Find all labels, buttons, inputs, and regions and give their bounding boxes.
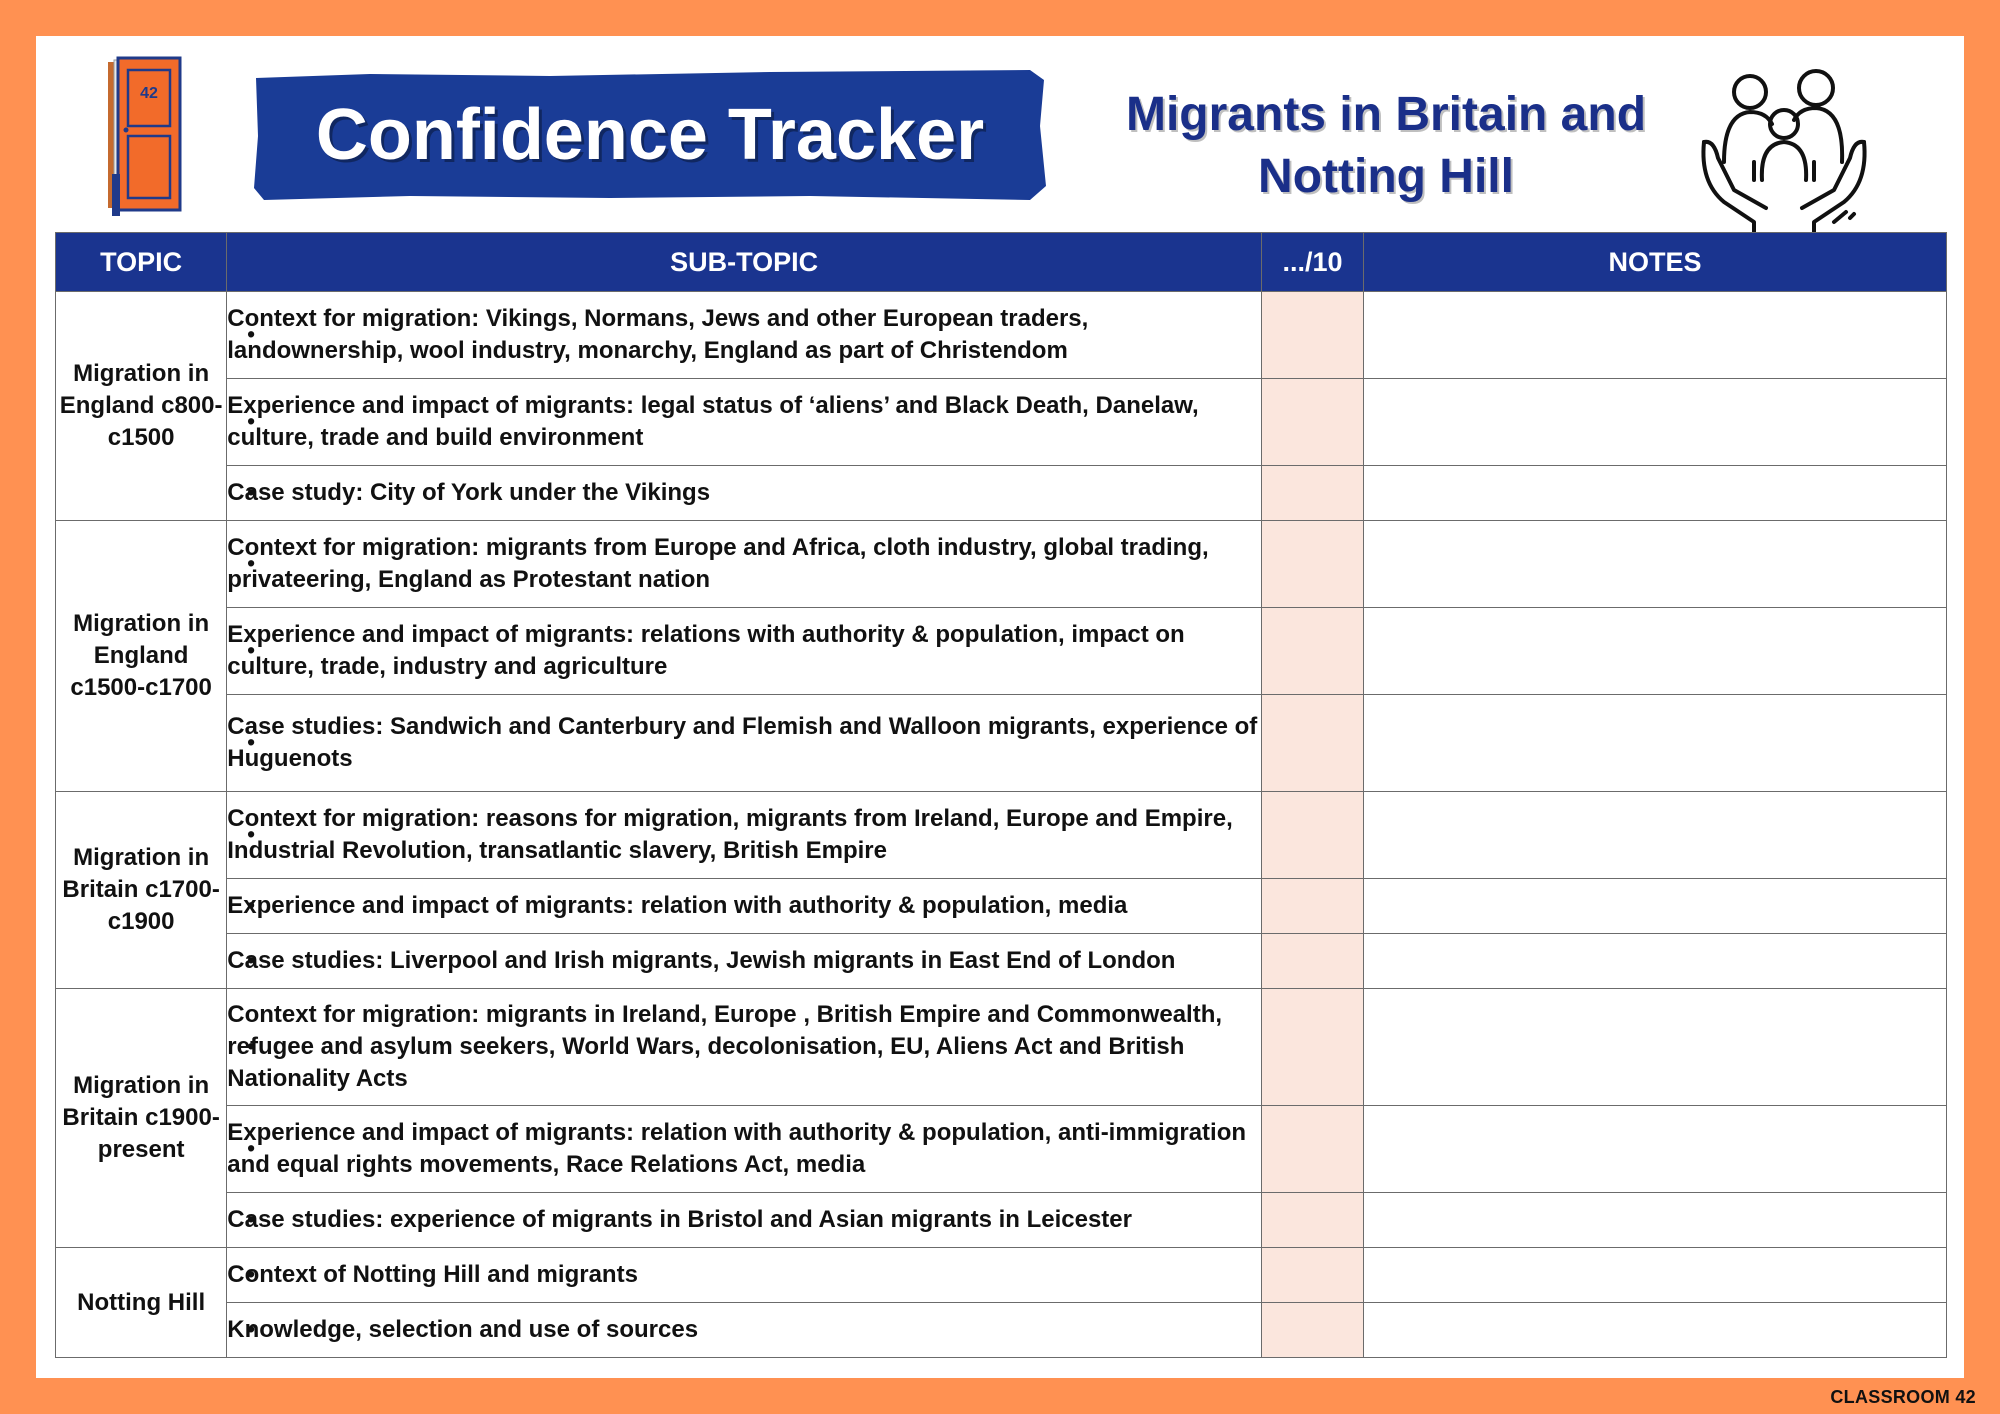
table-header-row	[56, 233, 1947, 292]
score-cell[interactable]	[1261, 695, 1363, 792]
score-cell[interactable]	[1261, 879, 1363, 934]
table-row	[56, 1303, 1947, 1358]
door-logo-icon	[102, 56, 184, 218]
topic-title-line-2: Notting Hill	[1258, 150, 1514, 203]
score-cell[interactable]	[1261, 521, 1363, 608]
score-cell[interactable]	[1261, 608, 1363, 695]
header-notes: NOTES	[1364, 233, 1947, 292]
table-row	[56, 466, 1947, 521]
subtopic-cell: • Context for migration: reasons for migration, migrants from Ireland, Europe and Empire, Industrial Revolution, transatlantic slavery, British Empire	[227, 792, 1262, 879]
table-row	[56, 521, 1947, 608]
subtopic-cell: • Experience and impact of migrants: legal status of ‘aliens’ and Black Death, Danelaw, culture, trade and build environment	[227, 379, 1262, 466]
subtopic-cell: • Case studies: Sandwich and Canterbury and Flemish and Walloon migrants, experience of Huguenots	[227, 695, 1262, 792]
subtopic-cell: • Context for migration: migrants from Europe and Africa, cloth industry, global trading, privateering, England as Protestant nation	[227, 521, 1262, 608]
score-cell[interactable]	[1261, 1248, 1363, 1303]
score-cell[interactable]	[1261, 1193, 1363, 1248]
notes-cell[interactable]	[1364, 989, 1947, 1106]
table-row	[56, 1248, 1947, 1303]
subtopic-cell: • Case study: City of York under the Vikings	[227, 466, 1262, 521]
notes-cell[interactable]	[1364, 608, 1947, 695]
topic-cell: Migration in England c800-c1500	[56, 292, 227, 521]
table-row	[56, 608, 1947, 695]
subtopic-cell: • Context for migration: Vikings, Normans, Jews and other European traders, landownership, wool industry, monarchy, England as part of Christendom	[227, 292, 1262, 379]
header-topic: TOPIC	[56, 233, 227, 292]
notes-cell[interactable]	[1364, 934, 1947, 989]
table-row	[56, 1193, 1947, 1248]
footer-label: CLASSROOM 42	[1830, 1387, 1976, 1407]
topic-title	[1086, 84, 1686, 208]
table-row	[56, 934, 1947, 989]
score-cell[interactable]	[1261, 379, 1363, 466]
worksheet	[36, 36, 1964, 1378]
notes-cell[interactable]	[1364, 1248, 1947, 1303]
score-cell[interactable]	[1261, 292, 1363, 379]
topic-title-line-1: Migrants in Britain and	[1125, 88, 1647, 141]
notes-cell[interactable]	[1364, 466, 1947, 521]
subtopic-cell: • Knowledge, selection and use of sources	[227, 1303, 1262, 1358]
subtopic-cell: • Case studies: Liverpool and Irish migrants, Jewish migrants in East End of London	[227, 934, 1262, 989]
subtopic-cell: • Context for migration: migrants in Ireland, Europe , British Empire and Commonwealth, refugee and asylum seekers, World Wars, decolonisation, EU, Aliens Act and British Nationality Acts	[227, 989, 1262, 1106]
subtopic-cell: • Case studies: experience of migrants in Bristol and Asian migrants in Leicester	[227, 1193, 1262, 1248]
subtopic-cell: • Experience and impact of migrants: relation with authority & population, media	[227, 879, 1262, 934]
header-score: .../10	[1261, 233, 1363, 292]
notes-cell[interactable]	[1364, 1303, 1947, 1358]
topic-cell: Migration in England c1500-c1700	[56, 521, 227, 792]
score-cell[interactable]	[1261, 989, 1363, 1106]
notes-cell[interactable]	[1364, 1193, 1947, 1248]
topic-cell: Migration in Britain c1900-present	[56, 989, 227, 1248]
score-cell[interactable]	[1261, 466, 1363, 521]
subtopic-cell: • Experience and impact of migrants: relation with authority & population, anti-immigration and equal rights movements, Race Relations Act, media	[227, 1106, 1262, 1193]
door-number: 42	[140, 85, 158, 102]
table-row	[56, 989, 1947, 1106]
score-cell[interactable]	[1261, 1303, 1363, 1358]
table-row	[56, 1106, 1947, 1193]
confidence-table	[55, 232, 1947, 1358]
topic-cell: Notting Hill	[56, 1248, 227, 1358]
notes-cell[interactable]	[1364, 1106, 1947, 1193]
notes-cell[interactable]	[1364, 292, 1947, 379]
notes-cell[interactable]	[1364, 379, 1947, 466]
title-banner	[250, 66, 1050, 204]
table-row	[56, 879, 1947, 934]
table-row	[56, 792, 1947, 879]
topic-cell: Migration in Britain c1700-c1900	[56, 792, 227, 989]
table-row	[56, 695, 1947, 792]
table-row	[56, 292, 1947, 379]
banner-title: Confidence Tracker	[315, 95, 985, 175]
header-subtopic: SUB-TOPIC	[227, 233, 1262, 292]
score-cell[interactable]	[1261, 792, 1363, 879]
subtopic-cell: • Experience and impact of migrants: relations with authority & population, impact on culture, trade, industry and agriculture	[227, 608, 1262, 695]
notes-cell[interactable]	[1364, 792, 1947, 879]
notes-cell[interactable]	[1364, 695, 1947, 792]
family-in-hands-icon	[1694, 62, 1874, 238]
notes-cell[interactable]	[1364, 521, 1947, 608]
score-cell[interactable]	[1261, 1106, 1363, 1193]
score-cell[interactable]	[1261, 934, 1363, 989]
notes-cell[interactable]	[1364, 879, 1947, 934]
subtopic-cell: • Context of Notting Hill and migrants	[227, 1248, 1262, 1303]
table-row	[56, 379, 1947, 466]
